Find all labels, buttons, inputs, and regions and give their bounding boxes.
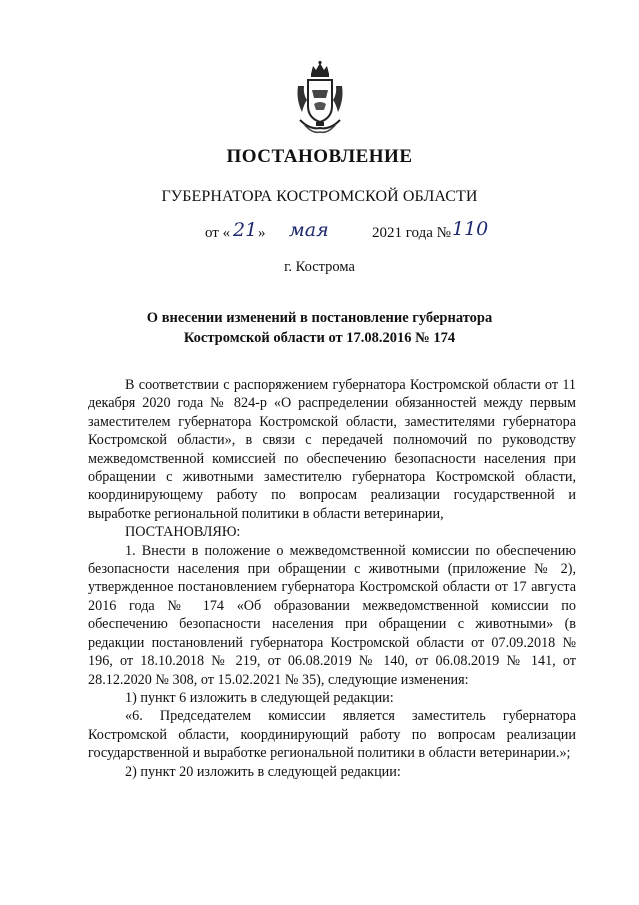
date-month-handwritten: мая [289, 219, 329, 241]
heading-line: О внесении изменений в постановление губернатора [146, 310, 493, 326]
date-day-handwritten: 21 [233, 219, 258, 241]
heading-line: Костромской области от 17.08.2016 № 174 [183, 330, 456, 346]
subitem-1: 1) пункт 6 изложить в следующей редакции: [125, 689, 394, 706]
document-heading [0, 308, 639, 348]
decree-word: ПОСТАНОВЛЯЮ: [125, 524, 241, 541]
document-body [88, 376, 576, 781]
document-number-handwritten: 110 [452, 218, 489, 240]
date-prefix: от « [205, 225, 231, 241]
preamble-paragraph: В соответствии с распоряжением губернатора Костромской области от 11 декабря 2020 года № 824-р «О распределении обязанностей между первым заместителем губернатора Костромской области, заместителями губернатора Костромской области», в связи с передачей полномочий по руководству межведомственной комиссией по обеспечению безопасности населения при обращении с животными заместителю губернатора Костромской области, координирующему работу по вопросам реализации государственной и выработке региональной политики в области ветеринарии, [88, 377, 576, 522]
subitem-2: 2) пункт 20 изложить в следующей редакции: [125, 763, 401, 780]
point-6-quote: «6. Председателем комиссии является заместитель губернатора Костромской области, координирующий работу по вопросам реализации государственной и выработке региональной политики в области ветеринарии.»; [88, 708, 576, 762]
city: г. Кострома [284, 259, 355, 275]
document-subtitle: ГУБЕРНАТОРА КОСТРОМСКОЙ ОБЛАСТИ [161, 188, 478, 205]
date-quote-close: » [258, 225, 266, 241]
item-1-paragraph: 1. Внести в положение о межведомственной комиссии по обеспечению безопасности населения при обращении с животными (приложение № 2), утвержденное постановлением губернатора Костромской области от 17 августа 2016 года № 174 «Об образовании межведомственной комиссии по обеспечению безопасности населения при обращении с животными» (в редакции постановлений губернатора Костромской области от 07.09.2018 № 196, от 18.10.2018 № 219, от 06.08.2019 № 140, от 06.08.2019 № 141, от 28.12.2020 № 308, от 15.02.2021 № 35), следующие изменения: [88, 542, 576, 688]
date-year: 2021 года № [372, 225, 451, 241]
dateline [0, 218, 639, 248]
coat-of-arms-icon [294, 60, 346, 136]
document-title: ПОСТАНОВЛЕНИЕ [226, 146, 413, 167]
